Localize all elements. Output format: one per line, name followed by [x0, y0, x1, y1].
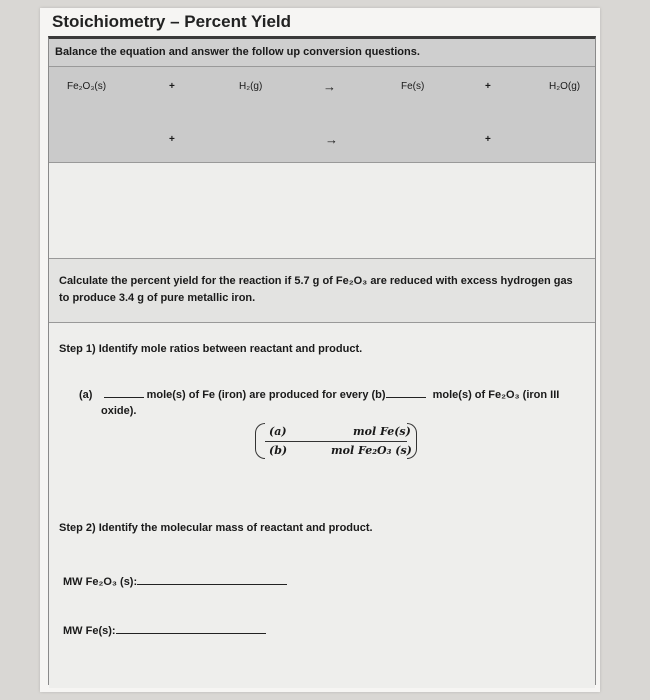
mole-ratio-fraction — [255, 423, 417, 459]
worksheet-page — [40, 8, 600, 692]
left-paren — [255, 423, 265, 459]
product-h2o: H₂O(g) — [549, 81, 581, 92]
fraction-bar — [265, 441, 407, 442]
equation-area — [49, 67, 595, 163]
step2-area — [49, 524, 595, 688]
balance-plus-2: + — [485, 134, 491, 145]
reactant-fe2o3: Fe₂O₃(s) — [67, 81, 107, 92]
balance-plus-1: + — [169, 134, 175, 145]
ratio-b-label: (b) — [269, 444, 288, 457]
reactant-h2: H₂(g) — [239, 81, 263, 92]
blank-a-line[interactable] — [104, 387, 144, 398]
mw-fe2o3-row — [63, 574, 287, 591]
blank-b-line[interactable] — [386, 387, 426, 398]
mw-fe2o3-label: MW Fe₂O₃ (s): — [63, 576, 138, 588]
mw-fe2o3-line[interactable] — [137, 574, 287, 585]
step1-area — [49, 323, 595, 524]
mole-ratio-sentence — [79, 387, 559, 404]
product-fe: Fe(s) — [401, 81, 425, 92]
instruction-row — [49, 39, 595, 67]
step2-heading: Step 2) Identify the molecular mass of reactant and product. — [59, 522, 373, 534]
question-line-2: to produce 3.4 g of pure metallic iron. — [59, 292, 256, 304]
plus-sign-2: + — [485, 81, 491, 92]
blank-a-text: mole(s) of Fe (iron) are produced for every (b) — [146, 389, 386, 401]
question-line-1: Calculate the percent yield for the reaction if 5.7 g of Fe₂O₃ are reduced with excess hydrogen gas — [59, 275, 573, 287]
worksheet-frame — [48, 36, 596, 685]
mw-fe-row — [63, 623, 266, 640]
instruction-text: Balance the equation and answer the follow up conversion questions. — [55, 46, 420, 58]
mw-fe-label: MW Fe(s): — [63, 625, 116, 637]
reaction-arrow: → — [323, 79, 336, 94]
ratio-denominator: mol Fe₂O₃ (s) — [331, 444, 412, 457]
balance-arrow: → — [325, 132, 338, 147]
ratio-numerator: mol Fe(s) — [353, 425, 411, 438]
blank-b-text: mole(s) of Fe₂O₃ (iron III — [432, 389, 560, 401]
page-title: Stoichiometry – Percent Yield — [52, 12, 292, 31]
mole-ratio-sentence-cont: oxide). — [101, 405, 137, 417]
step1-heading: Step 1) Identify mole ratios between reactant and product. — [59, 343, 363, 355]
plus-sign-1: + — [169, 81, 175, 92]
ratio-a-label: (a) — [269, 425, 287, 438]
blank-a-label: (a) — [79, 389, 93, 401]
mw-fe-line[interactable] — [116, 623, 266, 634]
balance-work-area — [49, 163, 595, 259]
question-area — [49, 259, 595, 323]
